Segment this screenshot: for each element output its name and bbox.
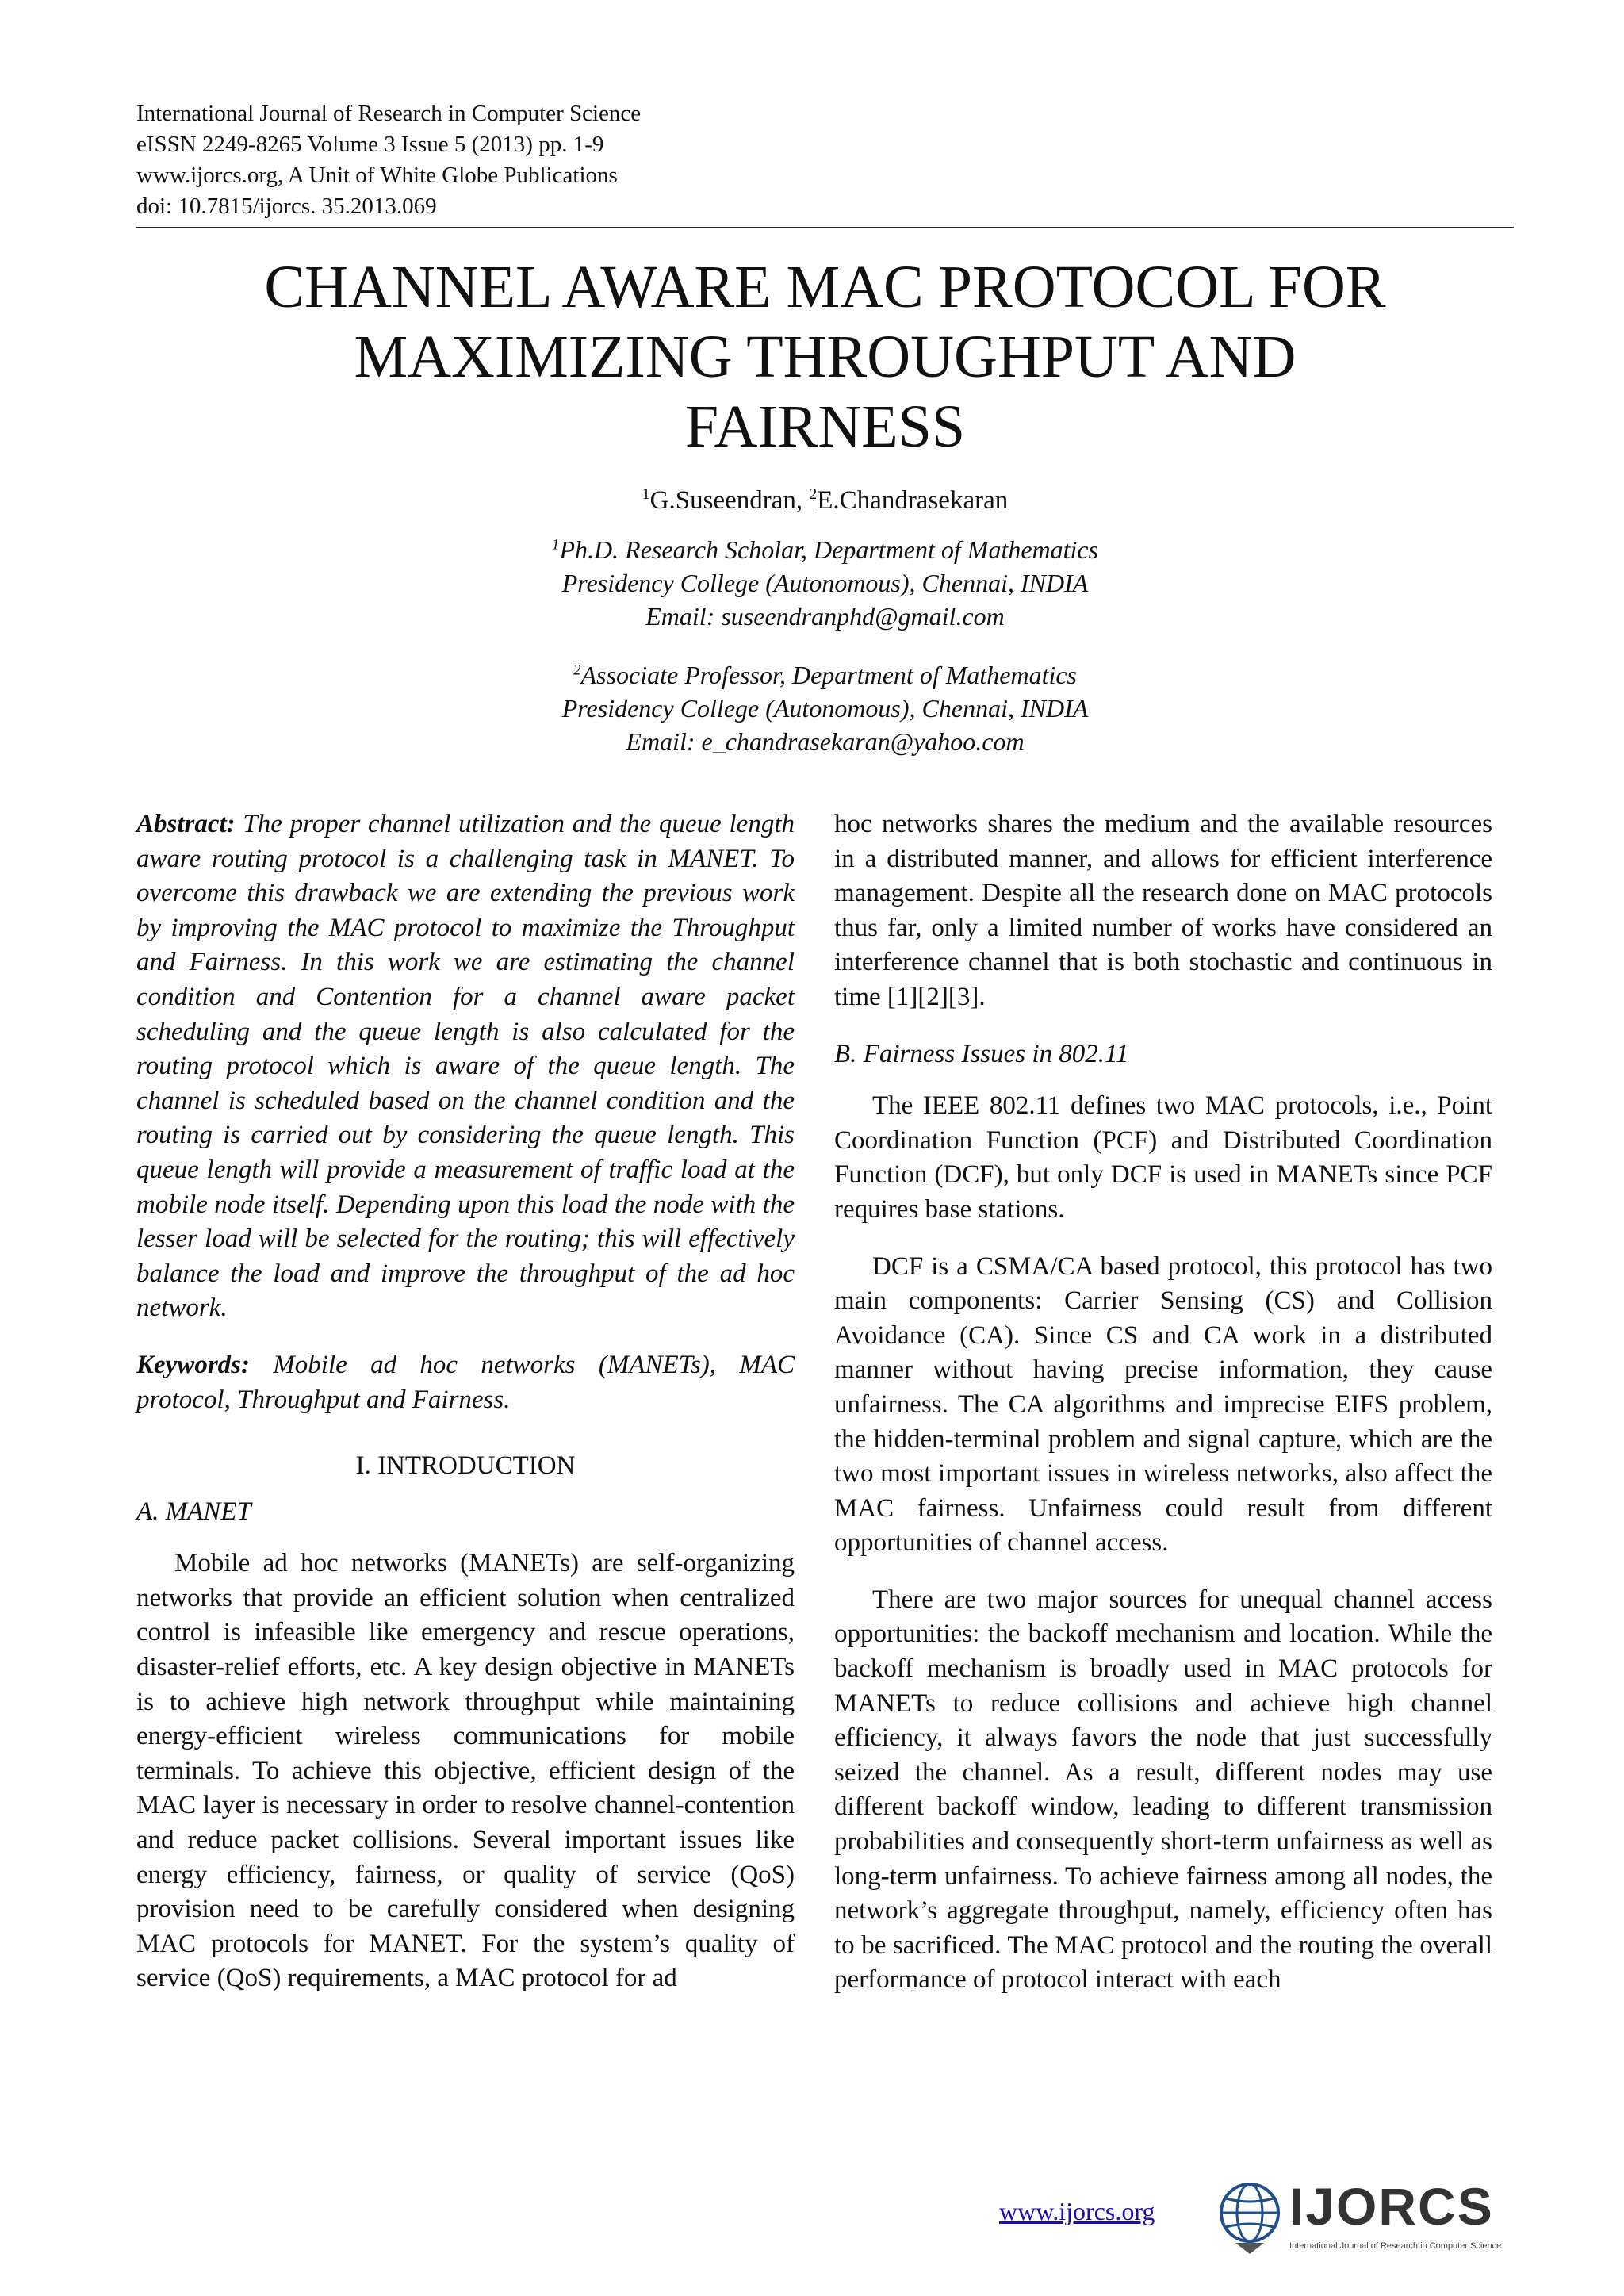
ijorcs-logo xyxy=(1212,2175,1513,2262)
affiliation-1-email: Email: suseendranphd@gmail.com xyxy=(645,602,1005,631)
keywords-text: Mobile ad hoc networks (MANETs), MAC protocol, Throughput and Fairness. xyxy=(136,1350,795,1414)
paper-title xyxy=(136,252,1514,462)
journal-header xyxy=(136,98,1516,222)
author-1-name: G.Suseendran, xyxy=(649,486,810,515)
author-2-name: E.Chandrasekaran xyxy=(817,486,1009,515)
paragraph-manet-continued: hoc networks shares the medium and the available resources in a distributed manner, and allows for efficient interference management. Despite all the research done on MAC protocols thus far, only a limited number of works have considered an interference channel that is both stochastic and continuous in time [1][2][3]. xyxy=(834,810,1492,1011)
author-2-marker: 2 xyxy=(809,485,818,503)
abstract-label: Abstract: xyxy=(136,810,236,838)
globe-icon xyxy=(1212,2178,1288,2257)
header-divider xyxy=(136,227,1514,228)
keywords-label: Keywords: xyxy=(136,1350,250,1379)
logo-tagline: International Journal of Research in Computer Science xyxy=(1289,2241,1502,2251)
logo-wordmark: IJORCS xyxy=(1289,2177,1494,2236)
abstract-text: The proper channel utilization and the queue length aware routing protocol is a challenging task in MANET. To overcome this drawback we are extending the previous work by improving the MAC protocol to maximize the Throughput and Fairness. In this work we are estimating the channel condition and Contention for a channel aware packet scheduling and the queue length is also calculated for the routing protocol which is aware of the queue length. The channel is scheduled based on the channel condition and the routing is carried out by considering the queue length. This queue length will provide a measurement of traffic load at the mobile node itself. Depending upon this load the node with the lesser load will be selected for the routing; this will effectively balance the load and improve the throughput of the ad hoc network. xyxy=(136,810,795,1323)
right-column xyxy=(834,807,1492,1998)
footer-website-link[interactable]: www.ijorcs.org xyxy=(999,2197,1155,2225)
journal-issue: eISSN 2249-8265 Volume 3 Issue 5 (2013) pp. 1-9 xyxy=(136,132,604,157)
author-1-marker: 1 xyxy=(642,485,650,503)
subsection-heading-manet: A. MANET xyxy=(136,1497,251,1526)
paragraph-dcf: DCF is a CSMA/CA based protocol, this protocol has two main components: Carrier Sensing (CS) and Collision Avoidance (CA). Since CS and CA work in a distributed manner without having precise information, they cause unfairness. The CA algorithms and imprecise EIFS problem, the hidden-terminal problem and signal capture, which are the two most important issues in wireless networks, also affect the MAC fairness. Unfairness could result from different opportunities of channel access. xyxy=(834,1251,1492,1558)
title-line-2: MAXIMIZING THROUGHPUT AND xyxy=(354,324,1297,390)
affiliation-1-institution: Presidency College (Autonomous), Chennai, INDIA xyxy=(561,569,1089,597)
keywords xyxy=(136,1348,795,1417)
paragraph-ieee-80211: The IEEE 802.11 defines two MAC protocols, i.e., Point Coordination Function (PCF) and Distributed Coordination Function (DCF), but only DCF is used in MANETs since PCF requires base stations. xyxy=(834,1091,1492,1224)
affiliation-1-marker: 1 xyxy=(551,536,560,554)
journal-doi: doi: 10.7815/ijorcs. 35.2013.069 xyxy=(136,194,437,219)
journal-publisher: www.ijorcs.org, A Unit of White Globe Publications xyxy=(136,163,618,188)
journal-name: International Journal of Research in Computer Science xyxy=(136,101,642,126)
author-list xyxy=(136,484,1514,517)
affiliation-2 xyxy=(136,658,1514,758)
abstract xyxy=(136,807,795,1326)
affiliation-1 xyxy=(136,533,1514,633)
paragraph-manet: Mobile ad hoc networks (MANETs) are self-organizing networks that provide an efficient solution when centralized control is infeasible like emergency and rescue operations, disaster-relief efforts, etc. A key design objective in MANETs is to achieve high network throughput while maintaining energy-efficient wireless communications for mobile terminals. To achieve this objective, efficient design of the MAC layer is necessary in order to resolve channel-contention and reduce packet collisions. Several important issues like energy efficiency, fairness, or quality of service (QoS) provision need to be carefully considered when designing MAC protocols for MANET. For the system’s quality of service (QoS) requirements, a MAC protocol for ad xyxy=(136,1549,795,1993)
affiliation-2-role: Associate Professor, Department of Mathematics xyxy=(580,661,1077,689)
affiliation-2-email: Email: e_chandrasekaran@yahoo.com xyxy=(626,727,1025,756)
left-column xyxy=(136,807,795,1996)
title-line-3: FAIRNESS xyxy=(684,393,966,460)
subsection-heading-fairness: B. Fairness Issues in 802.11 xyxy=(834,1039,1129,1068)
affiliation-2-marker: 2 xyxy=(573,661,581,679)
section-heading-introduction: I. INTRODUCTION xyxy=(355,1451,576,1481)
affiliation-1-role: Ph.D. Research Scholar, Department of Mathematics xyxy=(559,535,1099,564)
paragraph-channel-access: There are two major sources for unequal channel access opportunities: the backoff mechanism and location. While the backoff mechanism is broadly used in MAC protocols for MANETs to reduce collisions and achieve high channel efficiency, it always favors the node that just successfully seized the channel. As a result, different nodes may use different backoff window, leading to different transmission probabilities and consequently short-term unfairness as well as long-term unfairness. To achieve fairness among all nodes, the network’s aggregate throughput, namely, efficiency often has to be sacrificed. The MAC protocol and the routing the overall performance of protocol interact with each xyxy=(834,1585,1492,1995)
title-line-1: CHANNEL AWARE MAC PROTOCOL FOR xyxy=(264,254,1386,320)
affiliation-2-institution: Presidency College (Autonomous), Chennai, INDIA xyxy=(561,694,1089,723)
